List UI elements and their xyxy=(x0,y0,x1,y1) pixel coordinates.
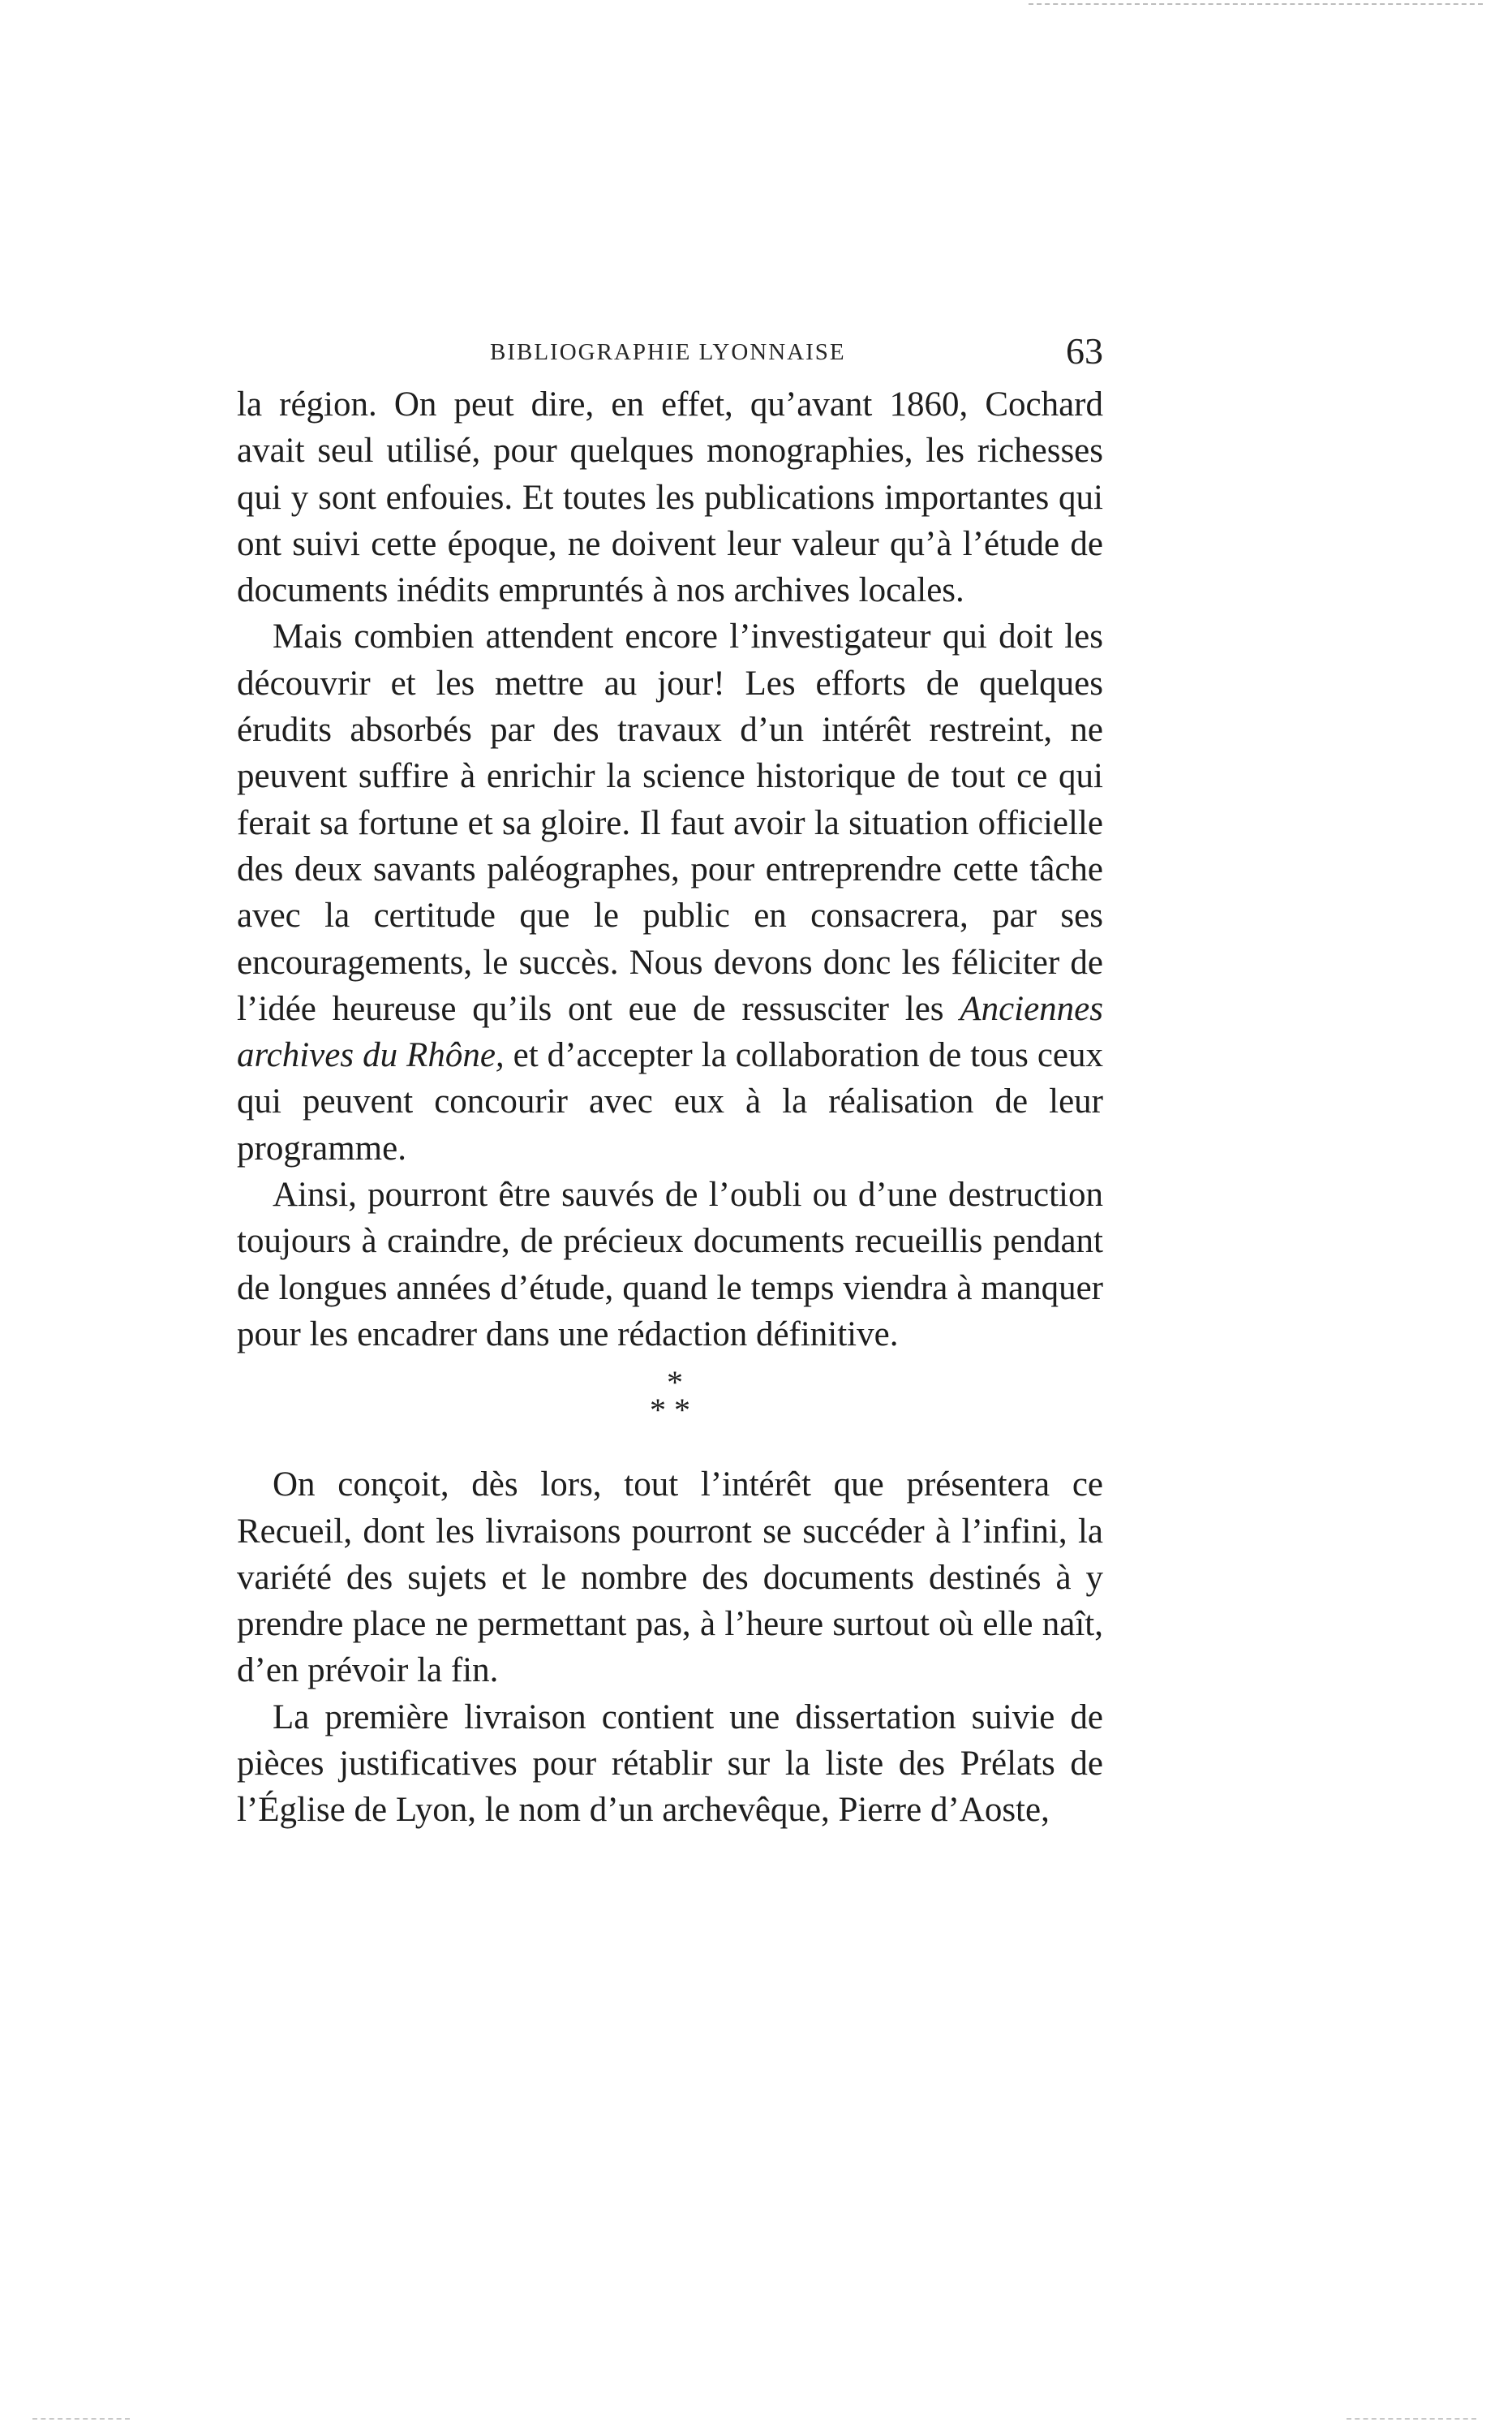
asterism-top: * xyxy=(667,1364,683,1401)
paragraph-1: la région. On peut dire, en effet, qu’avant 1860, Cochard avait seul utilisé, pour quelques monographies, les richesses qui y sont enfouies. Et toutes les publications importantes qui ont suivi cette époque, ne doivent leur valeur qu’à l’étude de documents inédits empruntés à nos archives locales. xyxy=(237,385,1103,610)
bottom-edge-rule-left xyxy=(32,2418,130,2420)
asterism-bottom: * * xyxy=(650,1392,690,1429)
page-number: 63 xyxy=(1066,330,1103,372)
paragraph-4: On conçoit, dès lors, tout l’intérêt que présentera ce Recueil, dont les livraisons pourront se succéder à l’infini, la variété des sujets et le nombre des documents destinés à y prendre place ne permettant pas, à l’heure surtout où elle naît, d’en prévoir la fin. xyxy=(237,1465,1103,1690)
paragraph-2-text-b: et d’accepter la collaboration de tous ceux qui peuvent concourir avec eux à la réalisation de leur programme. xyxy=(237,1036,1103,1168)
running-head xyxy=(240,330,1103,376)
bottom-edge-rule-right xyxy=(1347,2418,1476,2420)
body-text xyxy=(237,381,1103,1834)
paragraph-2 xyxy=(237,613,1103,1172)
paragraph-3: Ainsi, pourront être sauvés de l’oubli ou d’une destruction toujours à craindre, de précieux documents recueillis pendant de longues années d’étude, quand le temps viendra à manquer pour les encadrer dans une rédaction définitive. xyxy=(237,1176,1103,1353)
running-title: BIBLIOGRAPHIE LYONNAISE xyxy=(490,339,846,365)
asterism-divider xyxy=(237,1364,1103,1429)
top-edge-rule xyxy=(1029,3,1483,5)
paragraph-2-italic-title: Anciennes archives du Rhône, xyxy=(237,989,1103,1075)
paragraph-5: La première livraison contient une dissertation suivie de pièces justificatives pour rétablir sur la liste des Prélats de l’Église de Lyon, le nom d’un archevêque, Pierre d’Aoste, xyxy=(237,1697,1103,1830)
paragraph-2-text-a: Mais combien attendent encore l’investigateur qui doit les découvrir et les mettre au jour! Les efforts de quelques érudits absorbés par des travaux d’un intérêt restreint, ne peuvent suffire à enrichir la science historique de tout ce qui ferait sa fortune et sa gloire. Il faut avoir la situation officielle des deux savants paléographes, pour entreprendre cette tâche avec la certitude que le public en consacrera, par ses encouragements, le succès. Nous devons donc les féliciter de l’idée heureuse qu’ils ont eue de ressusciter les xyxy=(237,617,1103,1028)
